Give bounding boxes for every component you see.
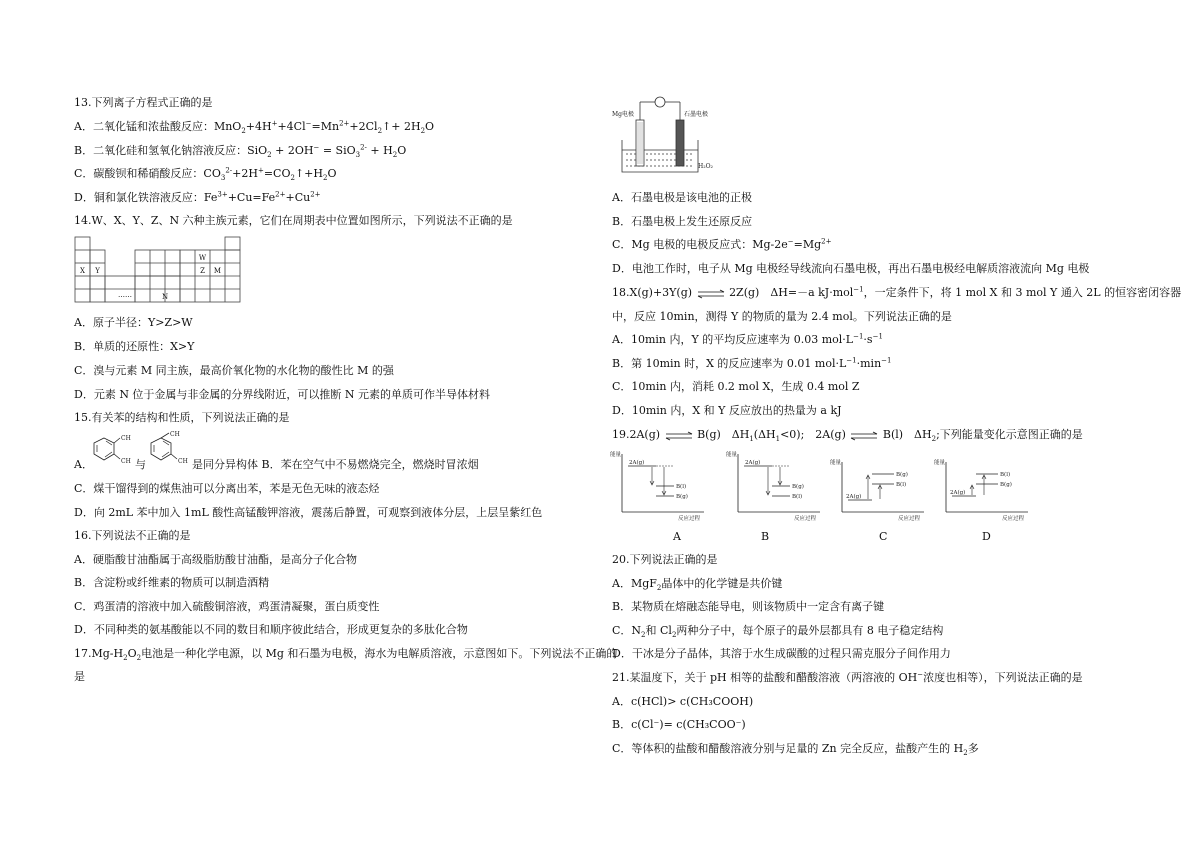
energy-graph-b — [726, 450, 820, 522]
svg-text:反应过程: 反应过程 — [678, 516, 701, 522]
cell-m: M — [213, 267, 222, 275]
q15-option-a-rest: 是同分异构体 B．苯在空气中不易燃烧完全，燃烧时冒浓烟 — [192, 458, 479, 471]
q14-option-c: C．溴与元素 M 同主族，最高价氧化物的水化物的酸性比 M 的强 — [74, 364, 394, 377]
q13-option-a: A．二氧化锰和浓盐酸反应：$MnO_2+4H^++4Cl^-=Mn^{2+}+2Cl_2↑+ 2H_2O$ — [74, 119, 435, 136]
q21-option-a: A．c(HCl)> c(CH₃COOH) — [612, 695, 754, 708]
energy-graph-c — [830, 458, 924, 522]
svg-text:2A(g): 2A(g) — [950, 490, 966, 496]
q15-stem: 15.有关苯的结构和性质，下列说法正确的是 — [74, 411, 290, 424]
energy-graph-d — [934, 458, 1028, 522]
q17-option-a: A．石墨电极是该电池的正极 — [612, 191, 752, 204]
cell-y: Y — [95, 267, 100, 275]
mg-h2o2-battery-figure — [612, 92, 713, 180]
q14-option-d: D．元素 N 位于金属与非金属的分界线附近，可以推断 N 元素的单质可作半导体材料 — [74, 388, 491, 401]
mg-electrode-label: Mg电极 — [612, 111, 634, 118]
q20-option-d: D．干冰是分子晶体，其溶于水生成碳酸的过程只需克服分子间作用力 — [612, 647, 951, 660]
methyl-label-1: CH — [121, 435, 131, 442]
q18-option-a: A．10min 内，Y 的平均反应速率为 0.03 $mol\cdot L^{-1}\cdot s^{-1}$ — [612, 332, 883, 346]
energy-graph-a — [610, 450, 704, 522]
svg-text:B(g): B(g) — [676, 494, 688, 500]
q17-stem-line1: $17.Mg-H_2O_2$电池是一种化学电源，以 Mg 和石墨为电极，海水为电解质溶液，示意图如下。下列说法不正确的 — [74, 647, 618, 663]
cell-n: N — [161, 293, 169, 301]
methyl-label-2: CH — [121, 458, 131, 465]
cell-ellipsis: …… — [118, 291, 132, 299]
methyl-label-4: CH — [178, 458, 188, 465]
q20-stem: 20.下列说法正确的是 — [612, 553, 718, 566]
q15-with: 与 — [135, 458, 146, 471]
q13-option-b: B．二氧化硅和氢氧化钠溶液反应：$SiO_2 + 2OH^- = SiO_3^{2-} + H_2O$ — [74, 143, 407, 160]
graph-letter-b: B — [761, 530, 770, 543]
q20-option-c: C．$N_2$和 $Cl_2$两种分子中，每个原子的最外层都具有 8 电子稳定结构 — [612, 624, 944, 640]
svg-text:能量: 能量 — [830, 460, 842, 466]
q17-option-b: B．石墨电极上发生还原反应 — [612, 215, 753, 228]
graph-letter-d: D — [982, 530, 991, 543]
q13-option-c: C．碳酸钡和稀硝酸反应：$CO_3^{2-}+2H^+=CO_2↑+H_2O$ — [74, 166, 337, 183]
q15-option-d: D．向 2mL 苯中加入 1mL 酸性高锰酸钾溶液，震荡后静置，可观察到液体分层，上层呈紫红色 — [74, 506, 543, 519]
svg-text:B(l): B(l) — [676, 484, 687, 490]
q18-stem-line1: 18.X(g)+3Y(g) 2Z(g) ΔH=－a kJ·mol$^{-1}$，一定条件下，将 1 mol X 和 3 mol Y 通入 2L 的恒容密闭容器 — [612, 285, 1182, 299]
q20-option-b: B．某物质在熔融态能导电，则该物质中一定含有离子键 — [612, 600, 885, 613]
energy-diagrams — [612, 450, 1032, 522]
q14-option-a: A．原子半径：Y>Z>W — [74, 316, 193, 329]
o-xylene-structure — [90, 432, 134, 470]
q16-option-c: C．鸡蛋清的溶液中加入硫酸铜溶液，鸡蛋清凝聚，蛋白质变性 — [74, 600, 380, 613]
cell-w: W — [198, 254, 207, 262]
svg-text:能量: 能量 — [610, 452, 622, 458]
q17-stem-line2: 是 — [74, 670, 85, 683]
svg-text:反应过程: 反应过程 — [794, 516, 817, 522]
cell-z: Z — [200, 267, 205, 275]
svg-text:2A(g): 2A(g) — [745, 460, 761, 466]
svg-text:B(g): B(g) — [1000, 482, 1012, 488]
svg-text:B(g): B(g) — [792, 484, 804, 490]
m-xylene-structure — [147, 432, 191, 470]
svg-text:B(g): B(g) — [896, 472, 908, 478]
q20-option-a: A．MgF$_2$晶体中的化学键是共价键 — [612, 577, 783, 593]
q14-option-b: B．单质的还原性：X>Y — [74, 340, 195, 353]
svg-text:反应过程: 反应过程 — [898, 516, 921, 522]
q18-option-c: C．10min 内，消耗 0.2 mol X，生成 0.4 mol Z — [612, 380, 860, 393]
q17-option-c: C．Mg 电极的电极反应式：$Mg-2e^-=Mg^{2+}$ — [612, 237, 832, 251]
q19-stem: 19.2A(g) B(g) $\Delta H_1(\Delta H_1<0)$; 2A(g) B(l) $\Delta H_2$;下列能量变化示意图正确的是 — [612, 428, 1083, 444]
svg-text:反应过程: 反应过程 — [1002, 516, 1025, 522]
q21-stem: 21.某温度下，关于 pH 相等的盐酸和醋酸溶液（两溶液的 OH−浓度也相等），下列说法正确的是 — [612, 670, 1083, 684]
q16-option-d: D．不同种类的氨基酸能以不同的数目和顺序彼此结合，形成更复杂的多肽化合物 — [74, 623, 468, 636]
q15-option-a-prefix: A． — [74, 458, 93, 471]
svg-text:B(l): B(l) — [792, 494, 803, 500]
q16-stem: 16.下列说法不正确的是 — [74, 529, 191, 542]
q18-stem-line2: 中，反应 10min，测得 Y 的物质的量为 2.4 mol。下列说法正确的是 — [612, 310, 952, 323]
cell-x: X — [80, 267, 85, 275]
graph-letter-c: C — [879, 530, 888, 543]
svg-text:B(l): B(l) — [1000, 472, 1011, 478]
q21-option-b: B．c(Cl⁻)= c(CH₃COO⁻) — [612, 718, 746, 731]
q18-option-b: B．第 10min 时，X 的反应速率为 0.01 $mol\cdot L^{-1}\cdot\min^{-1}$ — [612, 356, 892, 370]
svg-text:2A(g): 2A(g) — [629, 460, 645, 466]
q18-option-d: D．10min 内，X 和 Y 反应放出的热量为 a kJ — [612, 404, 842, 417]
q16-option-b: B．含淀粉或纤维素的物质可以制造酒精 — [74, 576, 270, 589]
q14-stem: 14.W、X、Y、Z、N 六种主族元素，它们在周期表中位置如图所示，下列说法不正确的是 — [74, 214, 513, 227]
equilibrium-arrow-icon — [849, 432, 879, 440]
equilibrium-arrow-icon — [664, 432, 694, 440]
q13-option-d: D．铜和氯化铁溶液反应：$Fe^{3+}+Cu=Fe^{2+}+Cu^{2+}$ — [74, 190, 321, 204]
q17-option-d: D．电池工作时，电子从 Mg 电极经导线流向石墨电极，再出石墨电极经电解质溶液流向 Mg 电极 — [612, 262, 1090, 275]
q15-option-c: C．煤干馏得到的煤焦油可以分离出苯，苯是无色无味的液态烃 — [74, 482, 380, 495]
methyl-label-3: CH — [170, 431, 180, 438]
q21-option-c: C．等体积的盐酸和醋酸溶液分别与足量的 Zn 完全反应，盐酸产生的 $H_2$多 — [612, 742, 979, 758]
periodic-table-figure — [75, 237, 241, 303]
svg-text:能量: 能量 — [726, 452, 738, 458]
svg-text:2A(g): 2A(g) — [846, 494, 862, 500]
graph-letter-a: A — [673, 530, 681, 543]
svg-text:B(l): B(l) — [896, 482, 907, 488]
graphite-electrode-label: 石墨电极 — [684, 111, 709, 118]
q16-option-a: A．硬脂酸甘油酯属于高级脂肪酸甘油酯，是高分子化合物 — [74, 553, 357, 566]
q13-stem: 13.下列离子方程式正确的是 — [74, 96, 213, 109]
svg-text:能量: 能量 — [934, 460, 946, 466]
equilibrium-arrow-icon — [696, 290, 726, 298]
h2o2-label: H₂O₂ — [698, 163, 713, 170]
